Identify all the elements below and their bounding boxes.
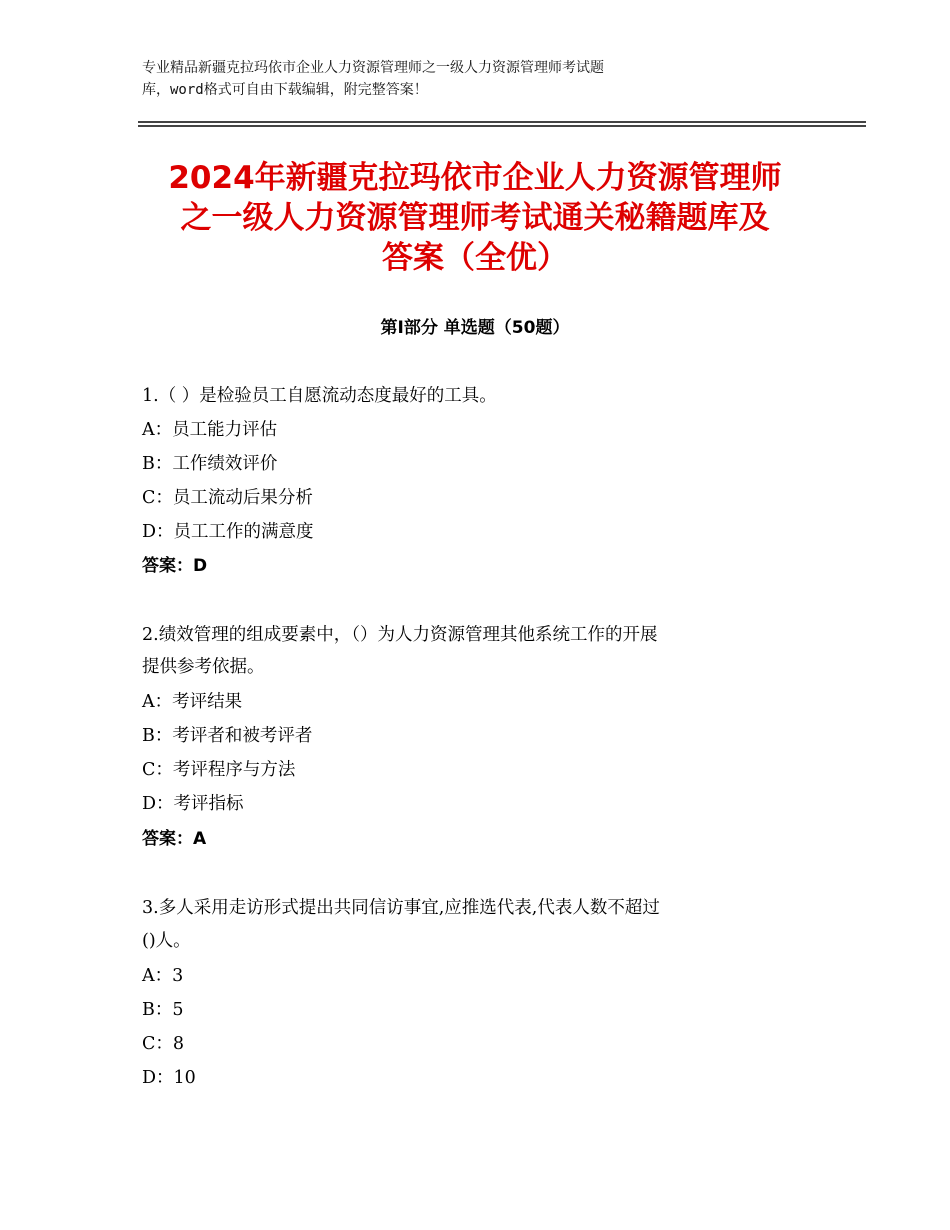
option-c: C：考评程序与方法: [142, 760, 296, 780]
question-stem-line-1: 3.多人采用走访形式提出共同信访事宜,应推选代表,代表人数不超过: [142, 898, 660, 918]
option-d: D：员工工作的满意度: [142, 522, 314, 542]
header-divider-bottom: [138, 125, 866, 127]
option-d: D：10: [142, 1068, 196, 1088]
answer: 答案：A: [142, 829, 207, 849]
document-title-line-2: 之一级人力资源管理师考试通关秘籍题库及: [180, 200, 770, 236]
answer: 答案：D: [142, 556, 208, 576]
header-divider-top: [138, 121, 866, 123]
option-b: B：5: [142, 1000, 184, 1020]
header-note-line-1: 专业精品新疆克拉玛依市企业人力资源管理师之一级人力资源管理师考试题: [142, 60, 604, 76]
question-stem: 1.（ ）是检验员工自愿流动态度最好的工具。: [142, 386, 497, 406]
question-stem-line-1: 2.绩效管理的组成要素中，（）为人力资源管理其他系统工作的开展: [142, 625, 658, 645]
header-note: [142, 57, 782, 101]
header-note-line-2: 库，word格式可自由下载编辑，附完整答案！: [142, 82, 428, 98]
option-a: A：员工能力评估: [142, 420, 278, 440]
document-title-line-3: 答案（全优）: [382, 240, 568, 276]
option-c: C：员工流动后果分析: [142, 488, 313, 508]
option-a: A：考评结果: [142, 692, 243, 712]
option-d: D：考评指标: [142, 794, 244, 814]
question-stem-line-2: 提供参考依据。: [142, 657, 265, 677]
document-title: [120, 158, 830, 278]
document-title-line-1: 2024年新疆克拉玛依市企业人力资源管理师: [168, 160, 782, 196]
section-title: 第Ⅰ部分 单选题（50题）: [380, 318, 570, 338]
question-stem-line-2: ()人。: [142, 931, 191, 951]
option-a: A：3: [142, 966, 184, 986]
option-c: C：8: [142, 1034, 185, 1054]
option-b: B：考评者和被考评者: [142, 726, 313, 746]
option-b: B：工作绩效评价: [142, 454, 278, 474]
